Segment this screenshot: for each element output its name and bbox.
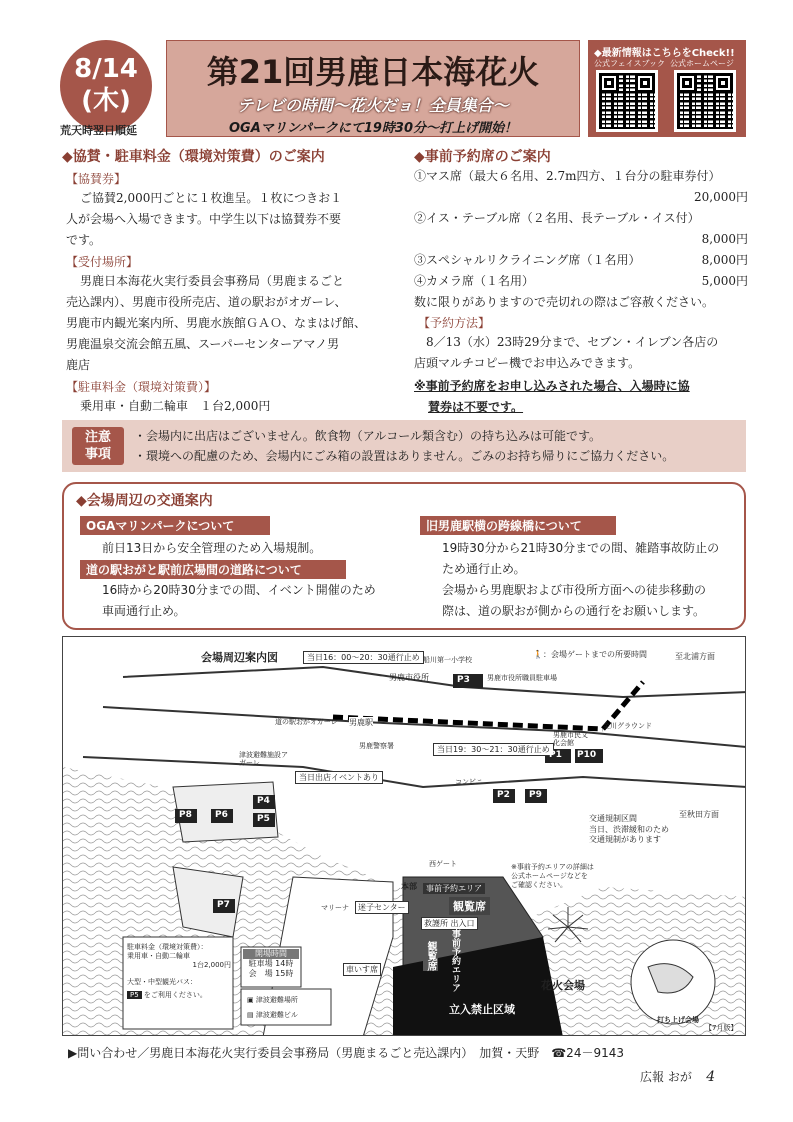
method-line: 8／13（水）23時29分まで、セブン・イレブン各店の — [426, 335, 719, 349]
nishi-gate-label: 西ゲート — [429, 860, 457, 868]
reserve-price: 8,000円 — [701, 253, 748, 267]
date-badge — [60, 40, 152, 132]
method-body — [414, 332, 748, 374]
to-akita: 至秋田方面 — [679, 810, 719, 819]
reserve-item: ①マス席（最大６名用、2.7m四方、１台分の駐車券付） — [414, 169, 721, 183]
bridge-heading: 旧男鹿駅横の跨線橋について — [420, 516, 616, 535]
open-time-line: 会 場 15時 — [248, 969, 294, 978]
road-body — [102, 580, 402, 622]
walk-icon: 🚶 — [533, 650, 543, 659]
reserve-map-note — [511, 863, 594, 890]
homepage-label: 公式ホームページ — [670, 59, 734, 68]
title-banner — [166, 40, 580, 137]
place-body — [66, 271, 406, 376]
contact-line: ▶問い合わせ／男鹿日本海花火実行委員会事務局（男鹿まるごと売込課内） 加賀・天野 ☎24－9143 — [68, 1046, 624, 1060]
ticket-body — [66, 188, 396, 251]
reserve-price: 5,000円 — [701, 274, 748, 288]
ticket-line: ご協賛2,000円ごとに１枚進呈。１枚につきお１ — [80, 191, 343, 205]
caution-item: ・環境への配慮のため、会場内にごみ箱の設置はありません。ごみのお持ち帰りにご協力ください。 — [134, 449, 675, 463]
caution-badge-line: 事項 — [84, 447, 111, 462]
traffic-heading: ◆会場周辺の交通案内 — [76, 493, 213, 509]
publication — [640, 1068, 715, 1085]
bridge-line: 19時30分から21時30分までの間、雑踏事故防止の — [442, 541, 720, 555]
road — [123, 667, 746, 697]
publication-name: 広報 おが — [640, 1070, 692, 1084]
reserve-map-note-line: ご確認ください。 — [511, 881, 567, 889]
road — [83, 757, 746, 787]
wheelchair-label: 車いす席 — [343, 963, 381, 976]
open-time-legend — [243, 949, 299, 979]
bus-note-line: をご利用ください。 — [143, 991, 207, 999]
police-label: 男鹿警察署 — [359, 742, 394, 750]
sponsor-heading: ◆協賛・駐車料金（環境対策費）のご案内 — [62, 149, 325, 165]
event-date: 8/14 — [74, 54, 138, 84]
reserve-map-note-line: 公式ホームページなどを — [511, 872, 588, 880]
reserve-area-v-label: 事前予約エリア — [450, 929, 460, 992]
oga-body: 前日13日から安全管理のため入場規制。 — [102, 541, 322, 555]
reserve-list — [414, 166, 748, 313]
p9-label: P9 — [529, 790, 542, 800]
ticket-heading: 【協賛券】 — [66, 172, 127, 186]
traffic-box — [62, 482, 746, 630]
traffic-reg-note — [589, 825, 669, 845]
p6-label: P6 — [215, 810, 228, 820]
kyugo-text: 救護所 — [424, 919, 448, 928]
rain-note: 荒天時翌日順延 — [60, 124, 137, 137]
place-line: 鹿店 — [66, 358, 91, 372]
reserve-price: 20,000円 — [694, 190, 748, 204]
station-label: 男鹿駅 — [349, 718, 373, 727]
limit-note: 数に限りがありますので売切れの際はご容赦ください。 — [414, 295, 715, 309]
walk-legend-text: ：会場ゲートまでの所要時間 — [542, 650, 647, 659]
ground-label: 金川グラウンド — [603, 722, 652, 730]
open-time-head: 開場時間 — [243, 949, 299, 959]
inset-label: 打ち上げ会場 — [657, 1016, 699, 1024]
road-heading: 道の駅おがと駅前広場間の道路について — [80, 560, 346, 579]
hanabi-label: 花火会場 — [541, 979, 585, 992]
reserve-heading: ◆事前予約席のご案内 — [414, 149, 551, 165]
traffic-reg-note-line: 交通規制があります — [589, 835, 661, 844]
p10-label: P10 — [577, 750, 597, 760]
caution-badge — [72, 427, 124, 465]
bridge-line: 際は、道の駅おが側からの通行をお願いします。 — [442, 604, 706, 618]
reserve-note-line: ※事前予約席をお申し込みされた場合、入場時に協 — [414, 379, 690, 393]
reserve-map-note-line: ※事前予約エリアの詳細は — [511, 863, 594, 871]
lost-child-label: 迷子センター — [355, 901, 409, 914]
venue-line: OGAマリンパークにて19時30分～打上げ開始！ — [228, 121, 518, 136]
method-line: 店頭マルチコピー機でお申込みできます。 — [414, 356, 641, 370]
kanran-2-label: 観覧席 — [425, 941, 436, 971]
bus-note-line: 大型・中型観光バス： — [127, 978, 197, 986]
place-line: 男鹿日本海花火実行委員会事務局（男鹿まるごと — [80, 274, 345, 288]
ticket-line: 人が会場へ入場できます。中学生以下は協賛券不要 — [66, 212, 342, 226]
method-heading: 【予約方法】 — [418, 316, 491, 330]
caution-item: ・会場内に出店はございません。飲食物（アルコール類含む）の持ち込みは可能です。 — [134, 429, 602, 443]
closure-2: 当日19：30～21：30通行止め — [433, 743, 554, 756]
place-heading: 【受付場所】 — [66, 255, 139, 269]
reserve-item-row — [414, 250, 748, 271]
kanran-label: 観覧席 — [449, 897, 490, 915]
parking-fee-line: 1台2,000円 — [192, 961, 231, 969]
school-label: 船川第一小学校 — [423, 656, 472, 664]
reserve-item-row — [414, 271, 748, 292]
tsunami-bldg-label: 津波避難施設アガーレ — [239, 751, 288, 767]
city-staff-parking-label: 男鹿市役所職員駐車場 — [487, 674, 557, 682]
parking-body: 乗用車・自動二輪車 １台2,000円 — [80, 399, 271, 413]
caution-badge-line: 注意 — [84, 430, 111, 445]
to-kitaura: 至北浦方面 — [675, 652, 715, 661]
reserve-note — [414, 376, 748, 418]
reserve-note-line: 賛券は不要です。 — [428, 400, 524, 414]
michinoeki-label: 道の駅おがオガーレ — [275, 718, 338, 726]
parking-fee-legend — [127, 943, 231, 1000]
ticket-line: です。 — [66, 233, 102, 247]
bus-p5-badge: P5 — [127, 991, 142, 999]
city-hall-label: 男鹿市役所 — [389, 673, 429, 682]
parking-fee-line: 駐車料金（環境対策費）： — [127, 943, 208, 951]
facebook-qr-icon[interactable] — [596, 70, 658, 132]
traffic-reg-note-line: 当日、渋滞緩和のため — [589, 825, 669, 834]
event-note: 当日出店イベントあり — [295, 771, 383, 784]
check-title: ◆最新情報はこちらをCheck!! — [594, 48, 735, 59]
p4-label: P4 — [257, 796, 270, 806]
reserve-item: ④カメラ席（１名用） — [414, 274, 535, 288]
july-edition: 【7月版】 — [705, 1024, 738, 1032]
traffic-reg: 交通規制区間 — [589, 814, 637, 823]
event-weekday: (木) — [81, 86, 131, 116]
road-line: 車両通行止め。 — [102, 604, 186, 618]
reserve-item: ②イス・テーブル席（２名用、長テーブル・イス付） — [414, 211, 700, 225]
culture-hall-label: 男鹿市民文化会館 — [553, 731, 588, 747]
caution-box — [62, 420, 746, 472]
tsunami-place-icon: ▣ — [247, 996, 254, 1004]
entrance-text: 出入口 — [450, 919, 475, 928]
bridge-body — [442, 538, 742, 622]
venue-map[interactable] — [62, 636, 746, 1036]
walk-legend — [533, 649, 647, 660]
p7-label: P7 — [217, 900, 230, 910]
parking-fee-line: 乗用車・自動二輪車 — [127, 952, 190, 960]
open-time-line: 駐車場 14時 — [248, 959, 294, 968]
marina-label: マリーナ — [321, 904, 349, 912]
place-line: 売込課内）、男鹿市役所売店、道の駅おがオガーレ、 — [66, 295, 347, 309]
map-title: 会場周辺案内図 — [201, 651, 278, 664]
reserve-price: 8,000円 — [701, 232, 748, 246]
facebook-label: 公式フェイスブック — [594, 59, 665, 68]
tsunami-legend-line: 津波避難場所 — [255, 996, 298, 1004]
page-title: 第21回男鹿日本海花火 — [206, 53, 540, 91]
check-box — [588, 40, 746, 137]
p2-label: P2 — [497, 790, 510, 800]
p1-label: P1 — [549, 750, 562, 760]
page-subtitle: テレビの時間～花火だョ！全員集合～ — [237, 96, 509, 115]
bridge-line: 会場から男鹿駅および市役所方面への徒歩移動の — [442, 583, 707, 597]
road-line: 16時から20時30分までの間、イベント開催のため — [102, 583, 376, 597]
place-line: 男鹿市内観光案内所、男鹿水族館ＧＡＯ、なまはげ館、 — [66, 316, 367, 330]
p8-label: P8 — [179, 810, 192, 820]
reserve-item: ③スペシャルリクライニング席（１名用） — [414, 253, 641, 267]
tsunami-bldg-icon: ▤ — [247, 1011, 254, 1019]
p5-label: P5 — [257, 814, 270, 824]
caution-list — [134, 426, 674, 466]
honbu-label: 本部 — [401, 882, 417, 891]
tsunami-legend — [247, 993, 298, 1023]
p3-label: P3 — [457, 675, 470, 685]
no-entry-label: 立入禁止区域 — [449, 1003, 515, 1016]
closure-1: 当日16：00～20：30通行止め — [303, 651, 424, 664]
homepage-qr-icon[interactable] — [674, 70, 736, 132]
page-number: 4 — [706, 1069, 716, 1085]
bridge-line: ため通行止め。 — [442, 562, 526, 576]
place-line: 男鹿温泉交流会館五風、スーパーセンターアマノ男 — [66, 337, 340, 351]
parking-heading: 【駐車料金（環境対策費）】 — [66, 380, 217, 394]
oga-heading: OGAマリンパークについて — [80, 516, 270, 535]
tsunami-legend-line: 津波避難ビル — [255, 1011, 298, 1019]
reserve-area-label: 事前予約エリア — [423, 883, 485, 894]
convenience-label: コンビニ — [455, 778, 483, 786]
